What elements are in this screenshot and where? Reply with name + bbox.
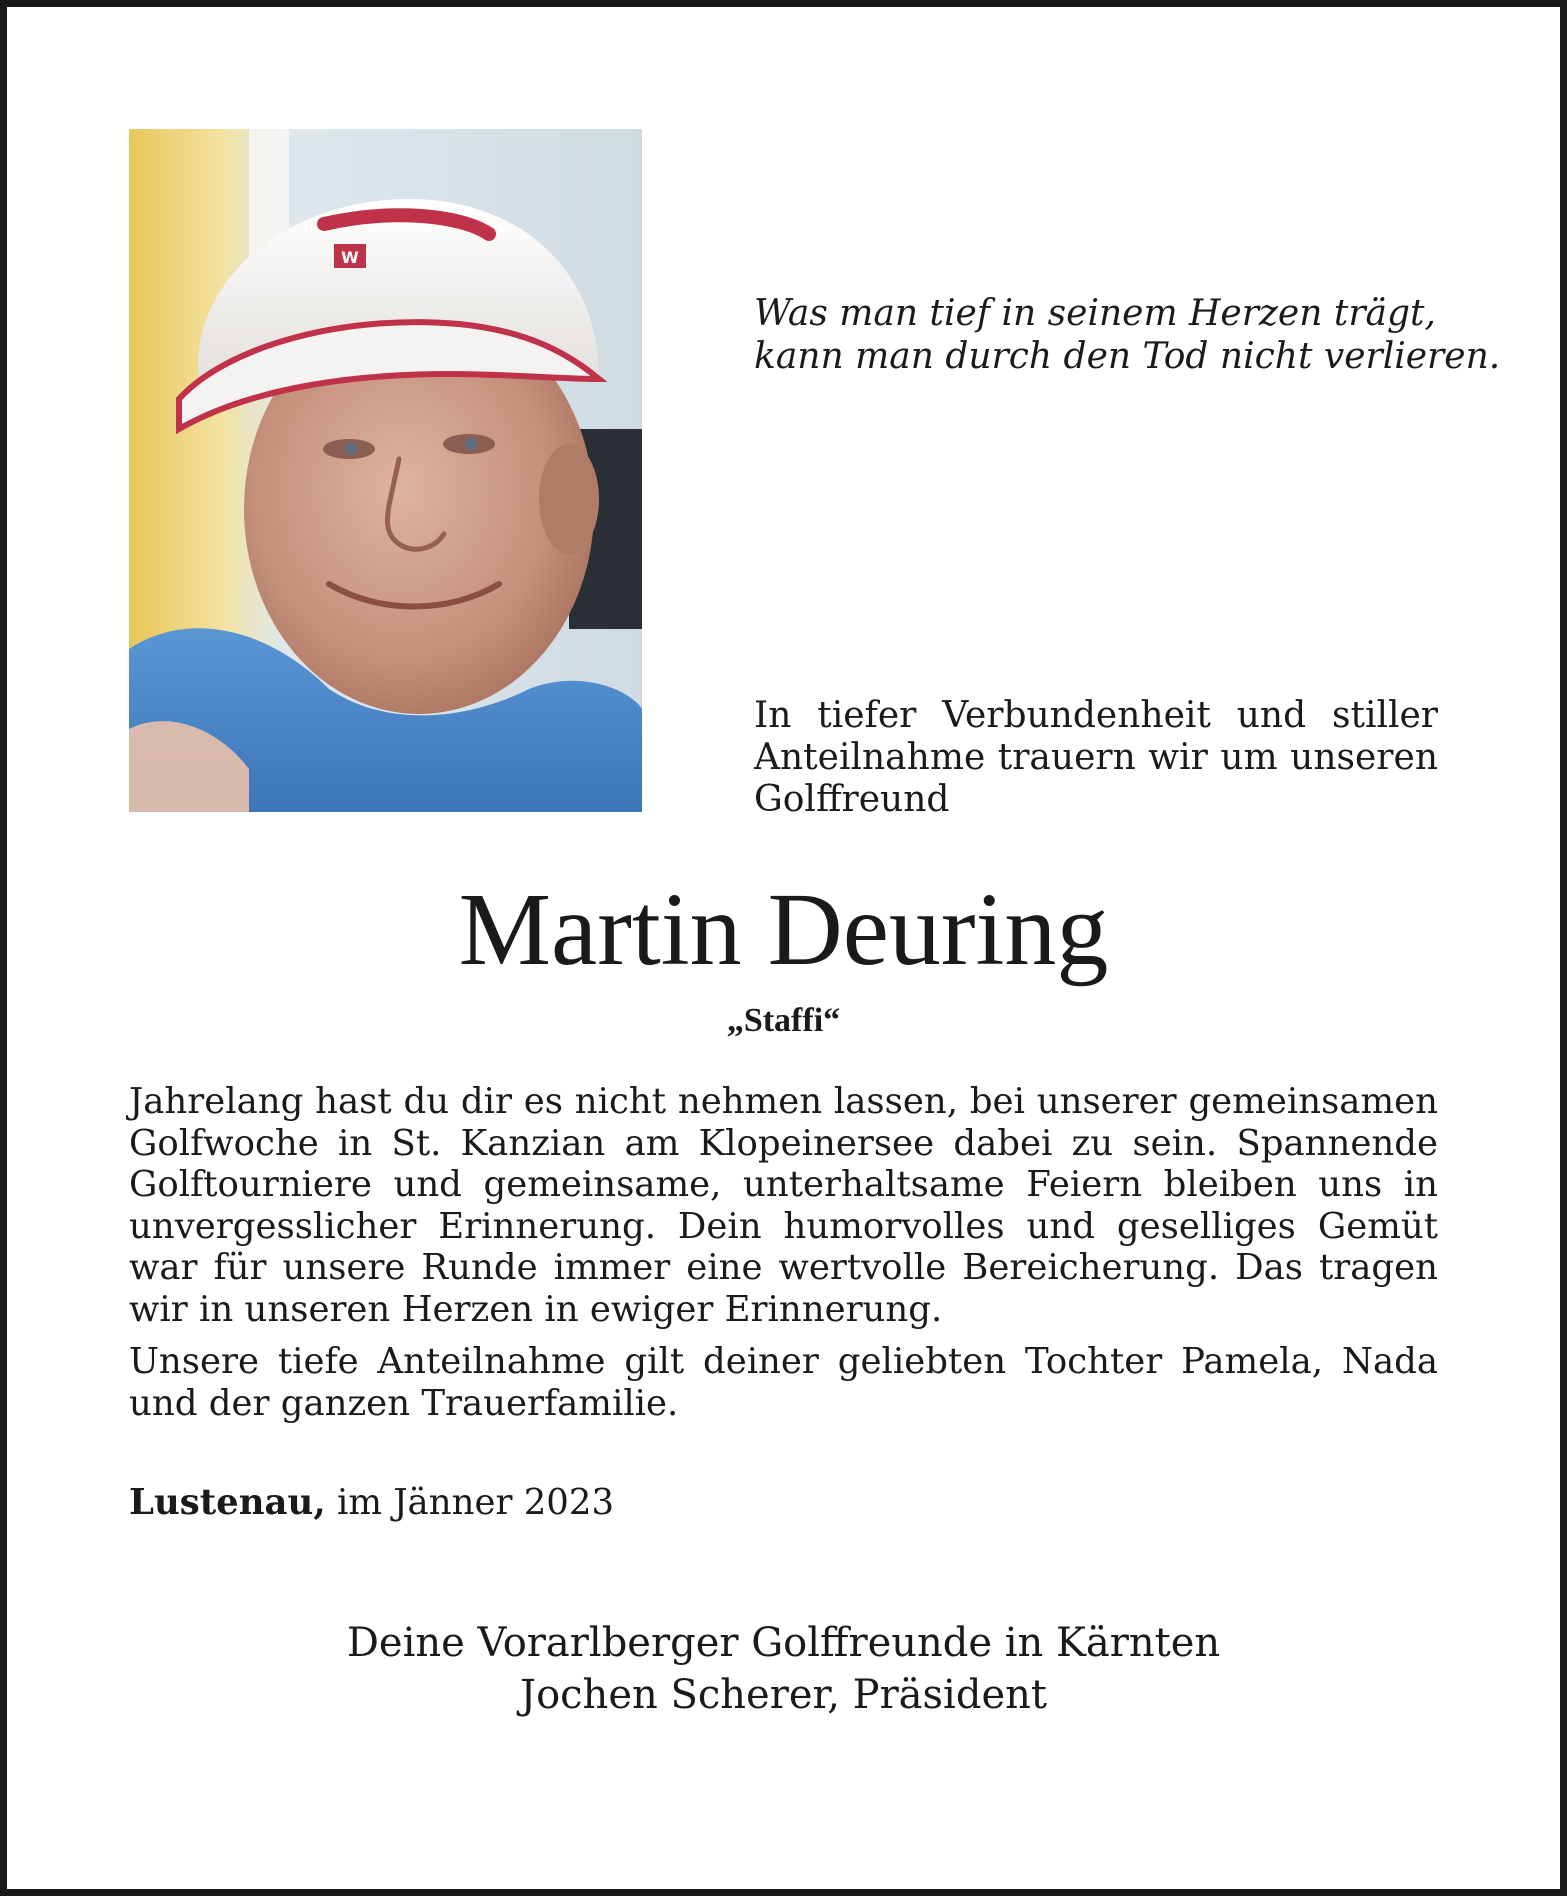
nickname: „Staffi“ <box>726 1002 841 1039</box>
signature-line-1: Deine Vorarlberger Golffreunde in Kärnten <box>346 1620 1221 1666</box>
cap-logo-text: W <box>341 248 359 267</box>
deceased-name: Martin Deuring <box>458 872 1109 987</box>
portrait-photo <box>129 129 642 812</box>
date: im Jänner 2023 <box>325 1482 615 1523</box>
right-iris <box>465 438 477 450</box>
signature-line-2: Jochen Scherer, Präsident <box>520 1672 1047 1718</box>
tribute-paragraph-2: Unsere tiefe Anteilnahme gilt deiner geliebten Tochter Pamela, Nada und der ganzen Trauerfamilie. <box>129 1341 1438 1424</box>
ear <box>539 444 599 554</box>
quote-line-1: Was man tief in seinem Herzen trägt, <box>754 293 1436 334</box>
signature <box>0 1617 1567 1721</box>
quote <box>754 292 1501 378</box>
left-iris <box>345 443 357 455</box>
tribute-paragraph-1: Jahrelang hast du dir es nicht nehmen lassen, bei unserer gemeinsamen Golfwoche in St. Kanzian am Klopeinersee dabei zu sein. Spannende Golftourniere und gemeinsame, unterhaltsame Feiern bleiben uns in unvergesslicher Erinnerung. Dein humorvolles und geselliges Gemüt war für unsere Runde immer eine wertvolle Bereicherung. Das tragen wir in unseren Herzen in ewiger Erinnerung. <box>129 1081 1438 1330</box>
place: Lustenau, <box>129 1482 326 1523</box>
place-date <box>129 1482 614 1524</box>
tribute-text <box>129 1081 1438 1435</box>
quote-line-2: kann man durch den Tod nicht verlieren. <box>754 336 1501 377</box>
intro-text: In tiefer Verbundenheit und stiller Anteilnahme trauern wir um unseren Golffreund <box>754 695 1438 820</box>
portrait-illustration <box>129 129 642 812</box>
